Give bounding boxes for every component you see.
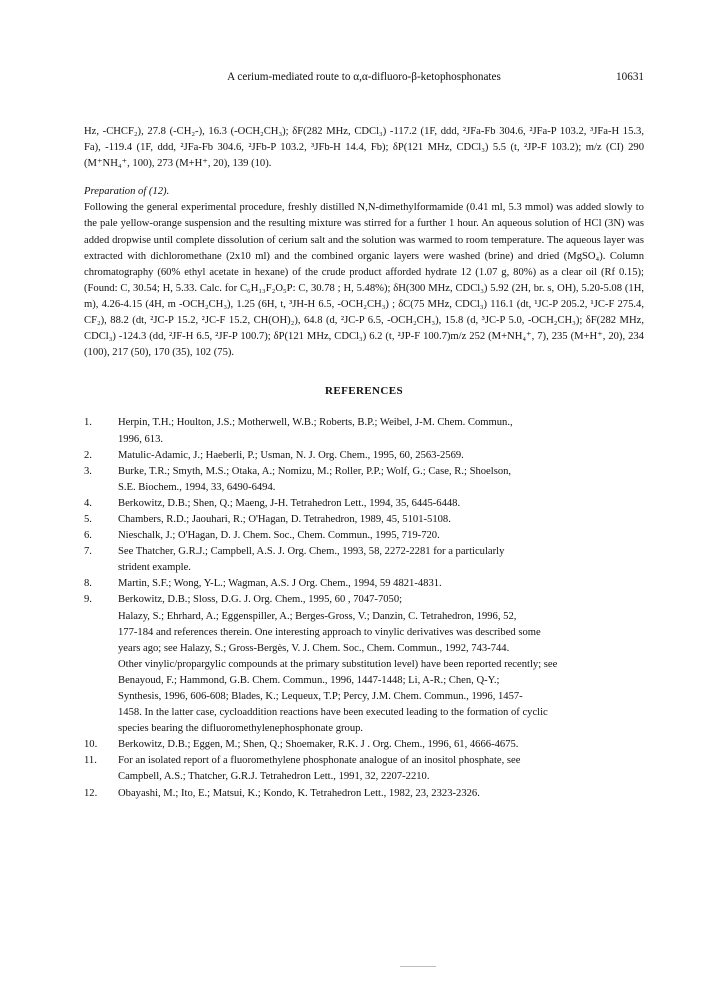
text-line: MHz, CDCl₃) 5.5 (t, ²JP-F 103.2); m/z (CI) 290 (M⁺NH₄⁺, 100), 273 (M+H⁺, 20), 139 (10). bbox=[84, 142, 644, 170]
reference-line: 1996, 613. bbox=[118, 433, 164, 445]
reference-number: 6. bbox=[84, 530, 92, 542]
reference-text bbox=[118, 786, 644, 802]
reference-item bbox=[84, 753, 644, 785]
reference-number: 8. bbox=[84, 578, 92, 590]
reference-item bbox=[84, 464, 644, 496]
text-line: ethyl acetate in hexane) of the crude product afforded hydrate 12 (1.07 g, 80%) as a clear oil (Rf 0.15); bbox=[184, 266, 644, 278]
reference-line: Benayoud, F.; Hammond, G.B. Chem. Commun., 1996, 1447-1448; Li, A-R.; Chen, Q-Y.; bbox=[118, 674, 500, 686]
reference-line: S.E. Biochem., 1994, 33, 6490-6494. bbox=[118, 481, 276, 493]
reference-line: For an isolated report of a fluoromethylene phosphonate analogue of an inositol phosphate, see bbox=[118, 755, 521, 767]
text-line: CH(OH)₂), 64.8 (d, ²JC-P 6.5, -OCH₂CH₃), 15.8 (d, ³JC-P 5.0, -OCH₂CH₃); δF(282 MHz, CDCl₃) -124.3 bbox=[84, 315, 644, 343]
text-line: hour. An aqueous solution of HCl (3N) was added dropwise until complete dissolution of cerium salt and the bbox=[84, 218, 645, 246]
reference-text bbox=[118, 737, 644, 753]
reference-text bbox=[118, 415, 644, 447]
reference-number: 9. bbox=[84, 594, 92, 606]
reference-line: Berkowitz, D.B.; Shen, Q.; Maeng, J-H. Tetrahedron Lett., 1994, 35, 6445-6448. bbox=[118, 497, 461, 509]
text-line: Following the general experimental procedure, freshly distilled N,N-dimethylformamide (0.41 ml, 5.3 mmol) bbox=[84, 202, 554, 214]
reference-text bbox=[118, 753, 644, 785]
reference-line: Halazy, S.; Ehrhard, A.; Eggenspiller, A.; Berges-Gross, V.; Danzin, C. Tetrahedron, 1996, 52, bbox=[118, 610, 517, 622]
text-line: (Found: C, 30.54; H, 5.33. Calc. for C₆H₁₃F₂O₅P: C, 30.78 ; H, 5.48%); δH(300 MHz, CDCl₃) 5.92 (2H, bbox=[84, 282, 531, 294]
text-line: ²JFa-P 103.2, ³JFa-H 15.3, Fa), -119.4 (1F, ddd, ²JFa-Fb 304.6, ²JFb-P 103.2, ³JFb-H 14.4, Fb); δP(121 bbox=[84, 126, 644, 154]
reference-text bbox=[118, 592, 644, 737]
page-content bbox=[84, 124, 644, 802]
reference-line: See Thatcher, G.R.J.; Campbell, A.S. J. Org. Chem., 1993, 58, 2272-2281 for a particularly bbox=[118, 546, 505, 558]
references-title: REFERENCES bbox=[325, 385, 403, 398]
reference-item bbox=[84, 448, 644, 464]
reference-line: Chambers, R.D.; Jaouhari, R.; O'Hagan, D. Tetrahedron, 1989, 45, 5101-5108. bbox=[118, 513, 451, 525]
reference-line: years ago; see Halazy, S.; Gross-Bergès, V. J. Chem. Soc., Chem. Commun., 1992, 743-744. bbox=[118, 642, 510, 654]
reference-text bbox=[118, 448, 644, 464]
reference-item bbox=[84, 786, 644, 802]
footer-rule bbox=[400, 966, 436, 967]
text-line: solution was warmed to room temperature. The aqueous layer was extracted with dichloromethane (2x10 ml) bbox=[84, 234, 644, 262]
text-line: br. s, OH), 5.20-5.08 (1H, m), 4.26-4.15 (4H, m -OCH₂CH₃), 1.25 (6H, t, ³JH-H 6.5, -OCH₂CH₃) ; bbox=[84, 282, 644, 310]
reference-line: Martin, S.F.; Wong, Y-L.; Wagman, A.S. J Org. Chem., 1994, 59 4821-4831. bbox=[118, 578, 442, 590]
reference-text bbox=[118, 544, 644, 576]
reference-text bbox=[118, 576, 644, 592]
text-line: Hz, -CHCF₂), 27.8 (-CH₂-), 16.3 (-OCH₂CH₃); δF(282 MHz, CDCl₃) -117.2 (1F, ddd, ²JFa-Fb 304.6, bbox=[84, 126, 526, 137]
reference-item bbox=[84, 576, 644, 592]
page-number: 10631 bbox=[616, 71, 644, 83]
reference-text bbox=[118, 496, 644, 512]
reference-item bbox=[84, 512, 644, 528]
reference-number: 5. bbox=[84, 513, 92, 525]
reference-number: 7. bbox=[84, 546, 92, 558]
reference-item bbox=[84, 415, 644, 447]
reference-item bbox=[84, 528, 644, 544]
reference-line: species bearing the difluoromethylenephosphonate group. bbox=[118, 723, 364, 735]
reference-number: 10. bbox=[84, 739, 98, 751]
text-line: δC(75 MHz, CDCl₃) 116.1 (dt, ¹JC-P 205.2, ¹JC-F 275.4, CF₂), 88.2 (dt, ²JC-P 15.2, ²JC-F 15.2, bbox=[84, 298, 644, 327]
running-title: A cerium-mediated route to α,α-difluoro-β-ketophosphonates bbox=[227, 71, 501, 83]
reference-number: 2. bbox=[84, 449, 92, 461]
reference-line: Campbell, A.S.; Thatcher, G.R.J. Tetrahedron Lett., 1991, 32, 2207-2210. bbox=[118, 771, 430, 783]
preparation-heading: Preparation of (12). bbox=[84, 186, 170, 198]
reference-number: 11. bbox=[84, 755, 97, 767]
reference-item bbox=[84, 737, 644, 753]
reference-line: Matulic-Adamic, J.; Haeberli, P.; Usman, N. J. Org. Chem., 1995, 60, 2563-2569. bbox=[118, 449, 464, 461]
continued-paragraph bbox=[84, 124, 644, 172]
reference-line: Burke, T.R.; Smyth, M.S.; Otaka, A.; Nomizu, M.; Roller, P.P.; Wolf, G.; Case, R.; Shoelson, bbox=[118, 465, 512, 477]
reference-number: 3. bbox=[84, 465, 92, 477]
reference-line: Berkowitz, D.B.; Eggen, M.; Shen, Q.; Shoemaker, R.K. J . Org. Chem., 1996, 61, 4666-4675. bbox=[118, 739, 519, 751]
reference-line: Herpin, T.H.; Houlton, J.S.; Motherwell, W.B.; Roberts, B.P.; Weibel, J-M. Chem. Commun., bbox=[118, 417, 513, 429]
reference-line: Nieschalk, J.; O'Hagan, D. J. Chem. Soc., Chem. Commun., 1995, 719-720. bbox=[118, 530, 440, 542]
reference-list bbox=[84, 415, 644, 801]
reference-line: Obayashi, M.; Ito, E.; Matsui, K.; Kondo, K. Tetrahedron Lett., 1982, 23, 2323-2326. bbox=[118, 787, 480, 799]
reference-number: 12. bbox=[84, 787, 98, 799]
reference-number: 1. bbox=[84, 417, 92, 429]
reference-number: 4. bbox=[84, 497, 92, 509]
reference-line: Berkowitz, D.B.; Sloss, D.G. J. Org. Chem., 1995, 60 , 7047-7050; bbox=[118, 594, 403, 606]
reference-line: strident example. bbox=[118, 562, 191, 574]
reference-line: Synthesis, 1996, 606-608; Blades, K.; Lequeux, T.P; Percy, J.M. Chem. Commun., 1996, 1457- bbox=[118, 691, 523, 702]
reference-line: 177-184 and references therein. One interesting approach to vinylic derivatives was described some bbox=[118, 626, 541, 638]
reference-item bbox=[84, 496, 644, 512]
reference-line: 1458. In the latter case, cycloaddition reactions have been executed leading to the formation of cyclic bbox=[118, 707, 548, 719]
reference-text bbox=[118, 464, 644, 496]
reference-text bbox=[118, 528, 644, 544]
text-line: (M+H⁺, 20), 234 (100), 217 (50), 170 (35), 102 (75). bbox=[84, 331, 644, 359]
text-line: was added slowly to the pale yellow-orange suspension and the resulting mixture was stirred for a further 1 bbox=[84, 202, 644, 230]
reference-line: Other vinylic/propargylic compounds at the primary substitution level) have been reported recently; see bbox=[118, 658, 558, 670]
reference-item bbox=[84, 592, 644, 737]
reference-item bbox=[84, 544, 644, 576]
text-line: and the combined organic layers were washed (brine) and dried (MgSO₄). Column chromatography (60% bbox=[84, 250, 644, 278]
text-line: (dd, ²JF-H 6.5, ²JF-P 100.7); δP(121 MHz, CDCl₃) 6.2 (t, ²JP-F 100.7)m/z 252 (M+NH₄⁺, 7), 235 bbox=[149, 331, 568, 343]
preparation-paragraph bbox=[84, 200, 644, 361]
reference-text bbox=[118, 512, 644, 528]
